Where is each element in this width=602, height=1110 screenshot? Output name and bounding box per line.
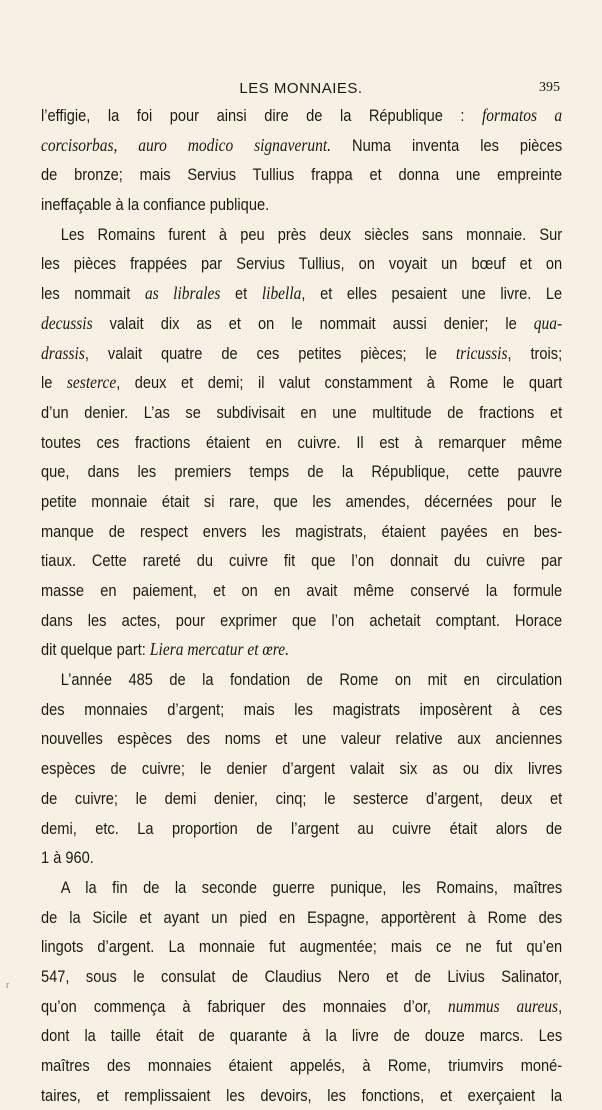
text-segment: maîtres des monnaies étaient appelés, à Rome, triumvirs moné- bbox=[41, 1056, 563, 1075]
text-segment: les pièces frappées par Servius Tullius, on voyait un bœuf et on bbox=[41, 254, 563, 274]
text-line bbox=[41, 517, 562, 547]
text-segment: l’effigie, la foi pour ainsi dire de la République : bbox=[41, 106, 483, 125]
text-line bbox=[41, 428, 562, 458]
text-segment: , deux et demi; il valut constamment à Rome le quart bbox=[116, 373, 563, 393]
italic-text: sesterce bbox=[66, 372, 117, 393]
text-segment: d’un denier. L’as se subdivisait en une multitude de fractions et bbox=[41, 402, 563, 422]
text-line bbox=[41, 249, 562, 279]
text-segment: de la Sicile et ayant un pied en Espagne, apportèrent à Rome des bbox=[41, 907, 563, 927]
text-segment: lingots d’argent. La monnaie fut augmentée; mais ce ne fut qu’en bbox=[41, 937, 563, 957]
text-segment: valait dix as et on le nommait aussi denier; le bbox=[92, 313, 534, 333]
text-segment: dont la taille était de quarante à la livre de douze marcs. Les bbox=[41, 1026, 563, 1046]
text-segment: L’année 485 de la fondation de Rome on mit en circulation bbox=[60, 670, 563, 690]
text-segment: ineffaçable à la confiance publique. bbox=[41, 195, 270, 215]
page-number: 395 bbox=[539, 80, 560, 95]
text-line bbox=[41, 457, 562, 487]
text-line bbox=[41, 932, 562, 962]
text-line bbox=[41, 1081, 562, 1110]
text-segment: 1 à 960. bbox=[41, 848, 94, 868]
text-segment: et bbox=[220, 284, 262, 304]
text-line bbox=[41, 309, 562, 339]
text-segment: dans les actes, pour exprimer que l’on achetait comptant. Horace bbox=[41, 610, 563, 630]
text-segment: de bronze; mais Servius Tullius frappa et donna une empreinte bbox=[41, 165, 563, 185]
running-head bbox=[40, 78, 562, 100]
italic-text: as librales bbox=[144, 283, 221, 304]
text-segment: Les Romains furent à peu près deux siècles sans monnaie. Sur bbox=[60, 224, 563, 244]
text-segment: , trois; bbox=[507, 343, 563, 363]
text-line bbox=[41, 220, 562, 250]
text-line bbox=[41, 131, 562, 161]
text-line bbox=[41, 724, 562, 754]
text-line bbox=[41, 1021, 562, 1051]
text-line bbox=[41, 339, 562, 369]
italic-text: corcisorbas, auro modico signaverunt. bbox=[41, 134, 332, 155]
text-segment: des monnaies d’argent; mais les magistrats imposèrent à ces bbox=[41, 699, 563, 719]
italic-text: tricussis bbox=[455, 342, 508, 363]
text-segment: les nommait bbox=[41, 284, 145, 304]
text-line bbox=[41, 873, 562, 903]
text-line bbox=[41, 754, 562, 784]
italic-text: qua- bbox=[533, 312, 563, 333]
margin-mark: r bbox=[6, 980, 10, 991]
text-segment: dit quelque part: bbox=[41, 640, 150, 660]
text-line bbox=[41, 606, 562, 636]
text-segment: espèces de cuivre; le denier d’argent valait six as ou dix livres bbox=[41, 759, 563, 779]
text-line bbox=[41, 576, 562, 606]
body-text bbox=[41, 101, 562, 1110]
text-segment: Numa inventa les pièces bbox=[331, 135, 563, 155]
text-line bbox=[41, 843, 562, 873]
text-line bbox=[41, 665, 562, 695]
text-line bbox=[41, 992, 562, 1022]
italic-text: Liera mercatur et œre. bbox=[149, 639, 289, 660]
text-line bbox=[41, 101, 562, 131]
text-line bbox=[41, 368, 562, 398]
text-segment: tiaux. Cette rareté du cuivre fit que l’on donnait du cuivre par bbox=[41, 551, 563, 571]
italic-text: libella bbox=[261, 283, 302, 304]
italic-text: decussis bbox=[41, 312, 93, 333]
text-line bbox=[41, 279, 562, 309]
text-segment: masse en paiement, et on en avait même conservé la formule bbox=[41, 581, 563, 600]
text-segment: le bbox=[41, 373, 67, 393]
text-segment: A la fin de la seconde guerre punique, les Romains, maîtres bbox=[60, 877, 563, 897]
text-line bbox=[41, 160, 562, 190]
text-line bbox=[41, 398, 562, 428]
italic-text: drassis bbox=[41, 342, 85, 363]
text-line bbox=[41, 1051, 562, 1081]
text-segment: , et elles pesaient une livre. Le bbox=[301, 284, 563, 304]
text-line bbox=[41, 635, 562, 665]
text-line bbox=[41, 903, 562, 933]
text-segment: manque de respect envers les magistrats, étaient payées en bes- bbox=[41, 521, 563, 541]
text-segment: nouvelles espèces des noms et une valeur relative aux anciennes bbox=[41, 729, 563, 749]
text-line bbox=[41, 546, 562, 576]
text-segment: de cuivre; le demi denier, cinq; le sesterce d’argent, deux et bbox=[41, 788, 563, 808]
text-line bbox=[41, 784, 562, 814]
italic-text: formatos a bbox=[482, 105, 563, 125]
text-line bbox=[41, 814, 562, 844]
text-segment: demi, etc. La proportion de l’argent au cuivre était alors de bbox=[41, 818, 563, 838]
text-line bbox=[41, 695, 562, 725]
text-segment: taires, et remplissaient les devoirs, les fonctions, et exerçaient la bbox=[41, 1085, 563, 1105]
text-segment: , bbox=[558, 996, 563, 1016]
text-line bbox=[41, 487, 562, 517]
text-line bbox=[41, 962, 562, 992]
text-segment: toutes ces fractions étaient en cuivre. Il est à remarquer même bbox=[41, 432, 563, 452]
text-segment: qu’on commença à fabriquer des monnaies d’or, bbox=[41, 996, 449, 1016]
text-segment: , valait quatre de ces petites pièces; le bbox=[84, 343, 456, 363]
text-segment: que, dans les premiers temps de la République, cette pauvre bbox=[41, 462, 563, 482]
running-title: LES MONNAIES. bbox=[239, 80, 363, 97]
text-segment: 547, sous le consulat de Claudius Nero et de Livius Salinator, bbox=[41, 966, 563, 986]
text-line bbox=[41, 190, 562, 220]
italic-text: nummus aureus bbox=[448, 995, 559, 1016]
text-segment: petite monnaie était si rare, que les amendes, décernées pour le bbox=[41, 491, 563, 511]
